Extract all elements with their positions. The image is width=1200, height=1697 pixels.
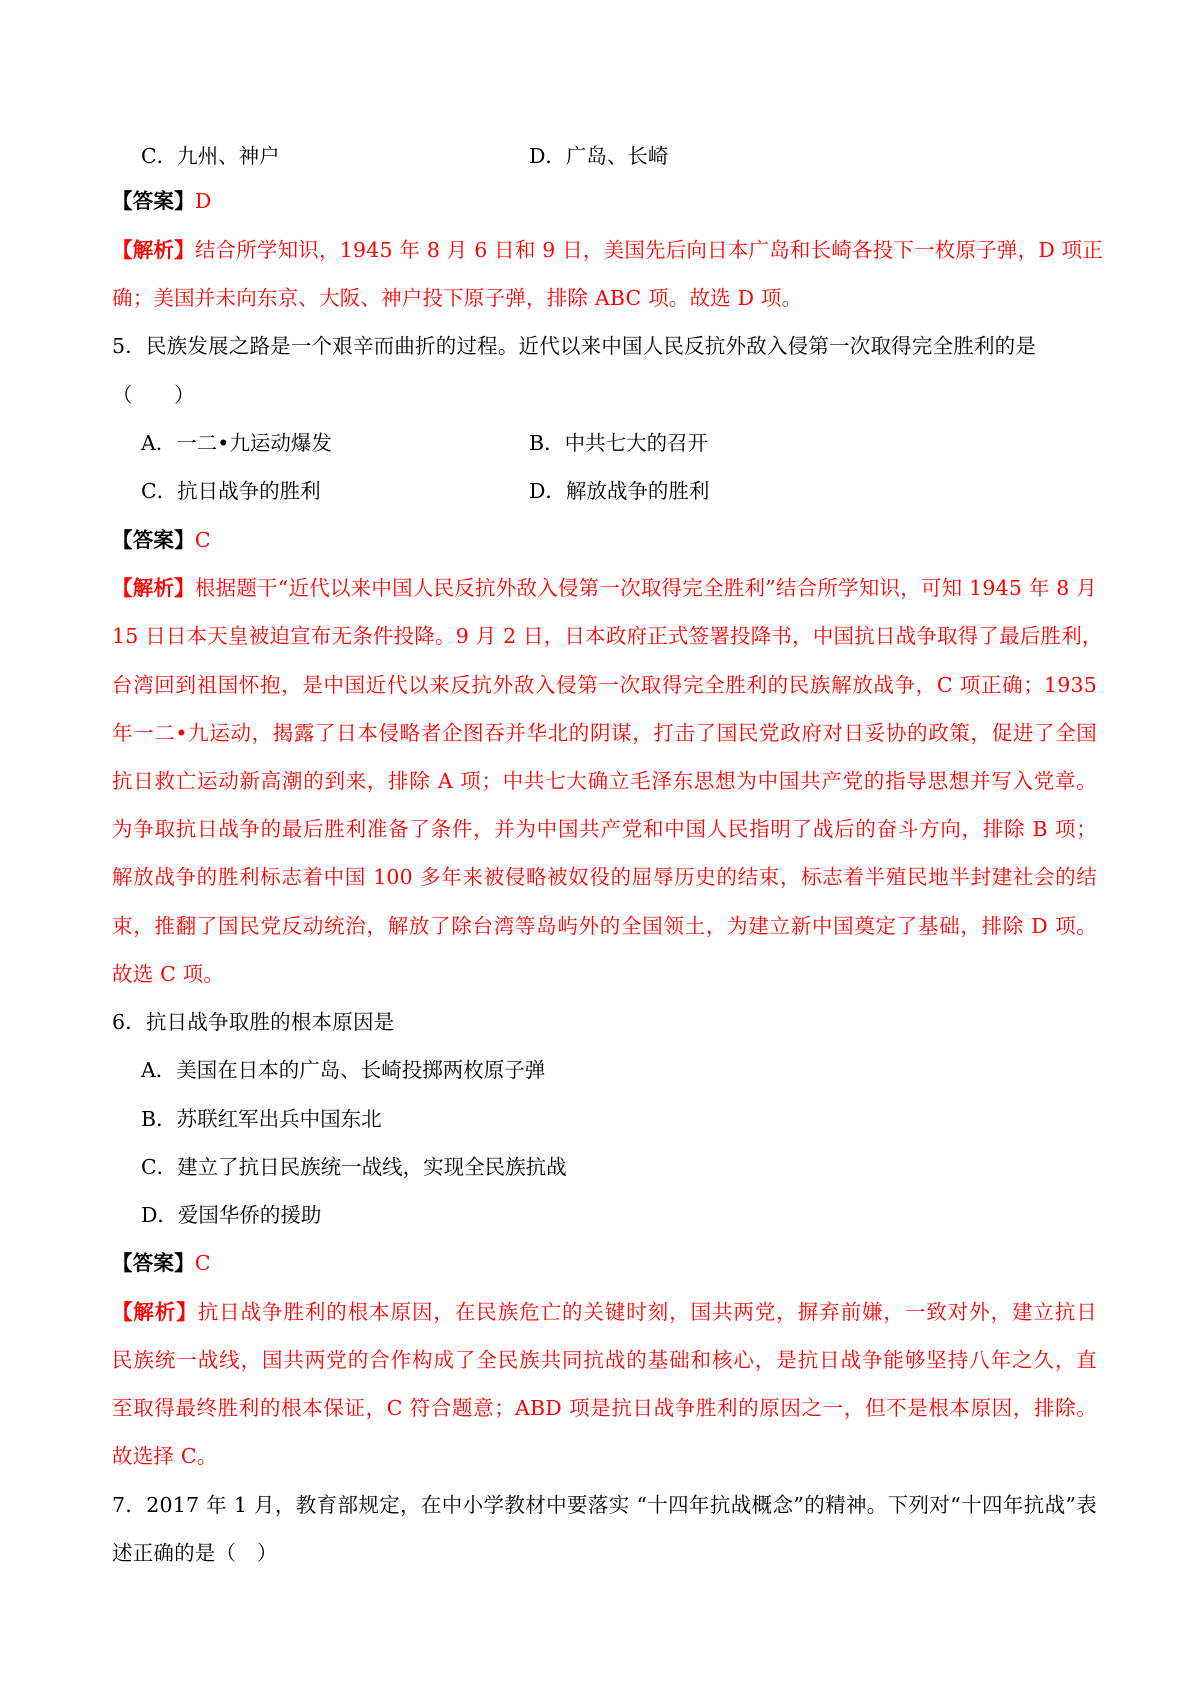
q5-option-c: C．抗日战争的胜利 <box>141 479 321 503</box>
q6-option-c: C．建立了抗日民族统一战线，实现全民族抗战 <box>141 1155 567 1179</box>
analysis-text: 结合所学知识，1945 年 8 月 6 日和 9 日，美国先后向日本广岛和长崎各投下一枚原子弹，D 项正 <box>194 238 1104 262</box>
q6-answer <box>112 1248 1097 1278</box>
q5-answer <box>112 525 1097 555</box>
q6-option-d: D．爱国华侨的援助 <box>141 1203 322 1227</box>
answer-label: 【答案】 <box>112 1251 195 1275</box>
q6-option-b: B．苏联红军出兵中国东北 <box>141 1107 382 1131</box>
q5-analysis-line-3: 台湾回到祖国怀抱，是中国近代以来反抗外敌入侵第一次取得完全胜利的民族解放战争，C 项正确；1935 <box>112 673 1097 697</box>
q5-analysis-line-1 <box>112 573 1097 603</box>
analysis-label: 【解析】 <box>112 576 195 600</box>
q5-analysis-line-7: 解放战争的胜利标志着中国 100 多年来被侵略被奴役的屈辱历史的结束，标志着半殖民地半封建社会的结 <box>112 865 1097 889</box>
analysis-label: 【解析】 <box>112 1300 198 1324</box>
q4-answer <box>112 186 1097 216</box>
q6-analysis-line-1 <box>112 1297 1097 1327</box>
q4-analysis-line-1 <box>112 235 1104 265</box>
q5-option-b: B．中共七大的召开 <box>529 431 709 455</box>
answer-value: D <box>194 189 212 213</box>
analysis-text: 根据题干“近代以来中国人民反抗外敌入侵第一次取得完全胜利”结合所学知识，可知 1945 年 8 月 <box>194 576 1097 600</box>
analysis-label: 【解析】 <box>112 238 195 262</box>
q5-option-d: D．解放战争的胜利 <box>529 479 710 503</box>
analysis-text: 抗日战争胜利的根本原因，在民族危亡的关键时刻，国共两党，摒弃前嫌，一致对外，建立抗日 <box>197 1300 1097 1324</box>
q5-analysis-line-2: 15 日日本天皇被迫宣布无条件投降。9 月 2 日，日本政府正式签署投降书，中国抗日战争取得了最后胜利， <box>112 624 1103 648</box>
q7-stem: 7．2017 年 1 月，教育部规定，在中小学教材中要落实 “十四年抗战概念”的精神。下列对“十四年抗战”表 <box>112 1493 1097 1517</box>
q5-analysis-line-4: 年一二•九运动，揭露了日本侵略者企图吞并华北的阴谋，打击了国民党政府对日妥协的政策，促进了全国 <box>112 721 1097 745</box>
q5-analysis-line-5: 抗日救亡运动新高潮的到来，排除 A 项；中共七大确立毛泽东思想为中国共产党的指导思想并写入党章。 <box>112 769 1097 793</box>
q6-stem: 6．抗日战争取胜的根本原因是 <box>112 1010 395 1034</box>
q4-option-c: C．九州、神户 <box>141 144 280 168</box>
q7-stem-line-2: 述正确的是（ ） <box>112 1541 278 1565</box>
q4-analysis-line-2: 确；美国并未向东京、大阪、神户投下原子弹，排除 ABC 项。故选 D 项。 <box>112 286 803 310</box>
answer-label: 【答案】 <box>112 189 195 213</box>
q5-option-a: A．一二•九运动爆发 <box>141 431 332 455</box>
answer-label: 【答案】 <box>112 528 195 552</box>
q5-stem-blank: （ ） <box>112 383 195 407</box>
q5-stem: 5．民族发展之路是一个艰辛而曲折的过程。近代以来中国人民反抗外敌入侵第一次取得完全胜利的是 <box>112 334 1037 358</box>
answer-value: C <box>194 1251 211 1275</box>
q5-analysis-line-9: 故选 C 项。 <box>112 962 225 986</box>
q6-analysis-line-4: 故选择 C。 <box>112 1444 218 1468</box>
q6-option-a: A．美国在日本的广岛、长崎投掷两枚原子弹 <box>141 1058 546 1082</box>
q6-analysis-line-3: 至取得最终胜利的根本保证，C 符合题意；ABD 项是抗日战争胜利的原因之一，但不是根本原因，排除。 <box>112 1396 1097 1420</box>
answer-value: C <box>194 528 211 552</box>
q5-analysis-line-8: 束，推翻了国民党反动统治，解放了除台湾等岛屿外的全国领土，为建立新中国奠定了基础，排除 D 项。 <box>112 914 1097 938</box>
q5-analysis-line-6: 为争取抗日战争的最后胜利准备了条件，并为中国共产党和中国人民指明了战后的奋斗方向，排除 B 项； <box>112 817 1097 841</box>
q4-option-d: D．广岛、长崎 <box>529 144 669 168</box>
q6-analysis-line-2: 民族统一战线，国共两党的合作构成了全民族共同抗战的基础和核心，是抗日战争能够坚持八年之久，直 <box>112 1348 1097 1372</box>
